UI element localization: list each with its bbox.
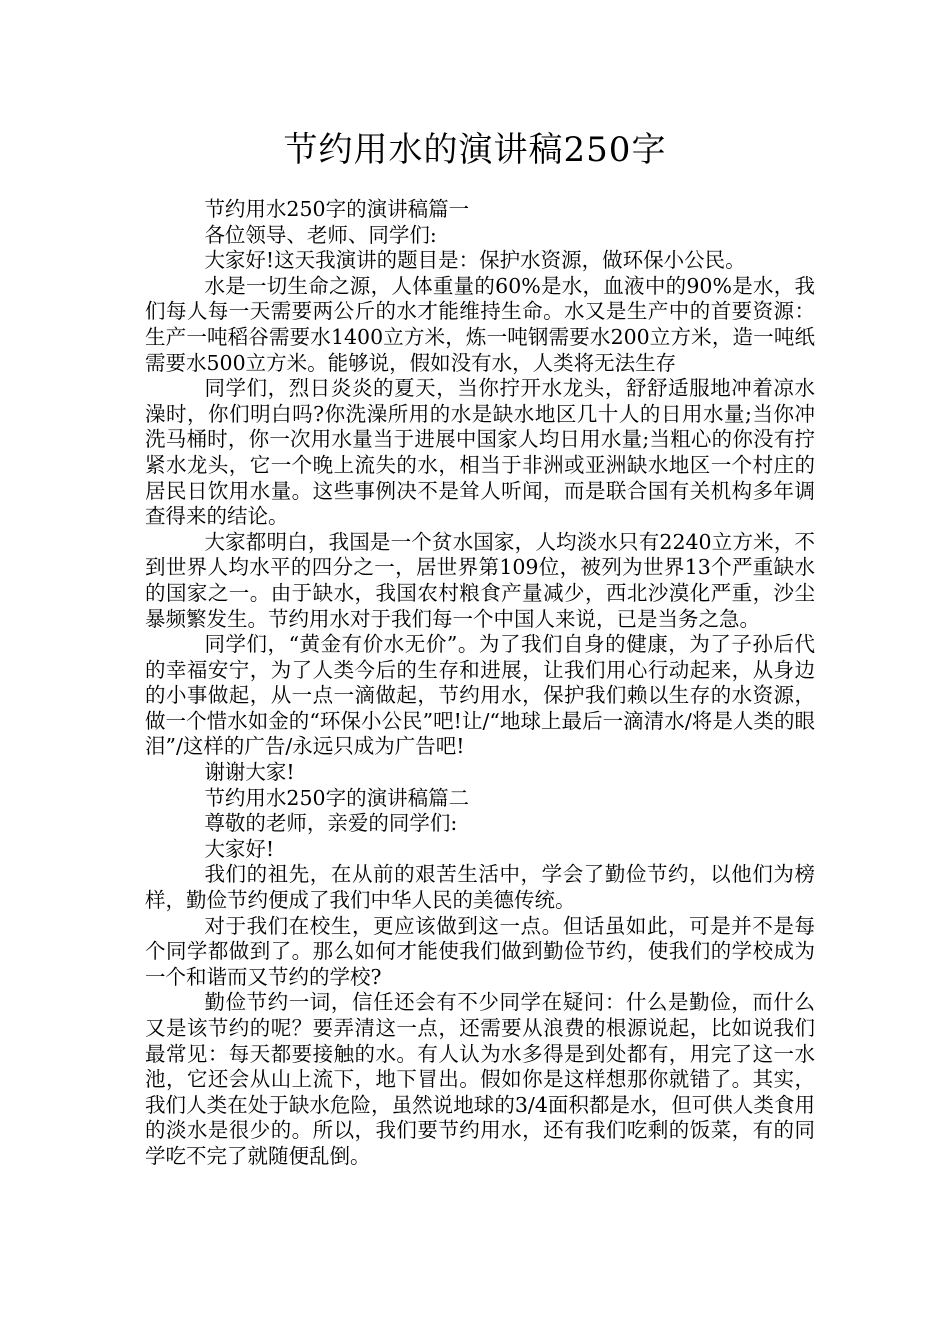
salutation-paragraph: 各位领导、老师、同学们: — [204, 222, 437, 247]
body-paragraph: 勤俭节约一词，信任还会有不少同学在疑问：什么是勤俭，而什么又是该节约的呢？要弄清这一点，还需要从浪费的根源说起，比如说我们最常见：每天都要接触的水。有人认为水多得是到处都有，用完了这一水池，它还会从山上流下，地下冒出。假如你是这样想那你就错了。其实，我们人类在处于缺水危险，虽然说地球的3/4面积都是水，但可供人类食用的淡水是很少的。所以，我们要节约用水，还有我们吃剩的饭菜，有的同学吃不完了就随便乱倒。 — [145, 990, 815, 1168]
greeting-paragraph: 大家好! — [204, 836, 275, 861]
body-paragraph: 大家都明白，我国是一个贫水国家，人均淡水只有2240立方米，不到世界人均水平的四分之一，居世界第109位，被列为世界13个严重缺水的国家之一。由于缺水，我国农村粮食产量减少，西北沙漠化严重，沙尘暴频繁发生。节约用水对于我们每一个中国人来说，已是当务之急。 — [145, 529, 815, 631]
salutation-paragraph: 尊敬的老师，亲爱的同学们: — [204, 811, 458, 836]
body-paragraph: 同学们，“黄金有价水无价”。为了我们自身的健康，为了子孙后代的幸福安宁，为了人类今后的生存和进展，让我们用心行动起来，从身边的小事做起，从一点一滴做起，节约用水，保护我们赖以生存的水资源，做一个惜水如金的“环保小公民”吧!让/“地球上最后一滴清水/将是人类的眼泪”/这样的广告/永远只成为广告吧! — [145, 632, 815, 759]
closing-paragraph: 谢谢大家! — [204, 760, 295, 785]
greeting-paragraph: 大家好!这天我演讲的题目是：保护水资源，做环保小公民。 — [204, 248, 746, 273]
heading-part-two: 节约用水250字的演讲稿篇二 — [204, 785, 470, 810]
body-paragraph: 同学们，烈日炎炎的夏天，当你拧开水龙头，舒舒适服地冲着凉水澡时，你们明白吗?你洗澡所用的水是缺水地区几十人的日用水量;当你冲洗马桶时，你一次用水量当于进展中国家人均日用水量;当粗心的你没有拧紧水龙头，它一个晚上流失的水，相当于非洲或亚洲缺水地区一个村庄的居民日饮用水量。这些事例决不是耸人听闻，而是联合国有关机构多年调查得来的结论。 — [145, 376, 815, 529]
body-paragraph: 水是一切生命之源，人体重量的60%是水，血液中的90%是水，我们每人每一天需要两公斤的水才能维持生命。水又是生产中的首要资源：生产一吨稻谷需要水1400立方米，炼一吨钢需要水200立方米，造一吨纸需要水500立方米。能够说，假如没有水，人类将无法生存 — [145, 273, 815, 375]
document-title: 节约用水的演讲稿250字 — [283, 130, 667, 170]
heading-part-one: 节约用水250字的演讲稿篇一 — [204, 197, 470, 221]
body-paragraph: 我们的祖先，在从前的艰苦生活中，学会了勤俭节约，以他们为榜样，勤俭节约便成了我们中华人民的美德传统。 — [145, 862, 815, 913]
body-paragraph: 对于我们在校生，更应该做到这一点。但话虽如此，可是并不是每个同学都做到了。那么如何才能使我们做到勤俭节约，使我们的学校成为一个和谐而又节约的学校? — [145, 913, 815, 989]
document-body — [145, 197, 815, 1170]
